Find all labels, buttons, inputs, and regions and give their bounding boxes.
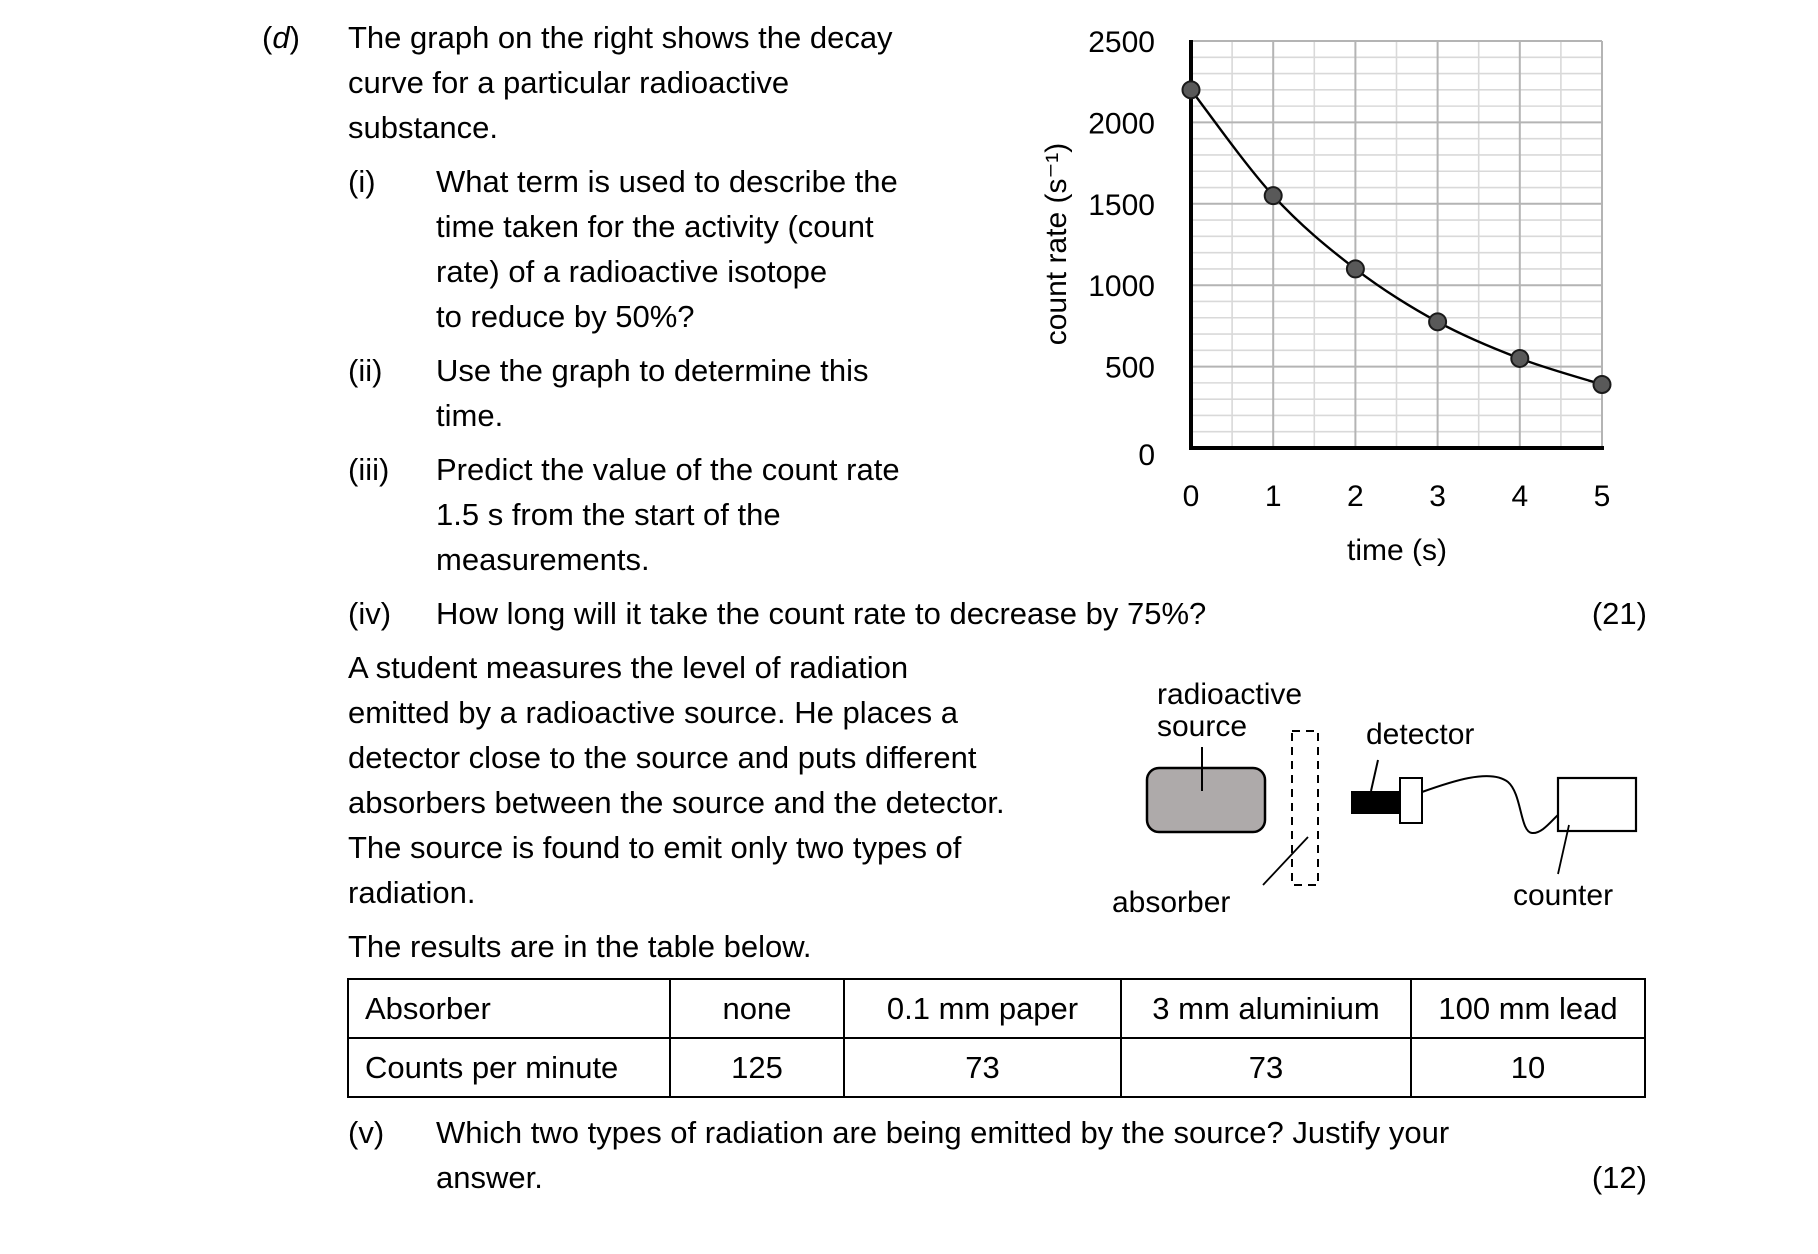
row-header-absorber: Absorber bbox=[348, 979, 670, 1038]
y-axis-label: count rate (s⁻¹) bbox=[1040, 142, 1073, 346]
cable-wire bbox=[1422, 776, 1558, 833]
y-tick-label: 1500 bbox=[1088, 188, 1155, 222]
part-label: (d) bbox=[262, 20, 300, 55]
cell-counts-lead: 10 bbox=[1411, 1038, 1645, 1097]
subq-i-line-1: What term is used to describe the bbox=[436, 164, 898, 199]
data-point-marker bbox=[1429, 313, 1446, 330]
subq-ii-line-2: time. bbox=[436, 398, 504, 433]
cell-absorber-aluminium: 3 mm aluminium bbox=[1121, 979, 1411, 1038]
counter-icon bbox=[1558, 778, 1636, 831]
intro-line-3: substance. bbox=[348, 110, 498, 145]
results-table bbox=[347, 978, 1646, 1098]
data-point-marker bbox=[1511, 350, 1528, 367]
source-label-line2: source bbox=[1157, 710, 1248, 743]
x-tick-label: 3 bbox=[1429, 480, 1446, 513]
cell-absorber-lead: 100 mm lead bbox=[1411, 979, 1645, 1038]
decay-chart bbox=[0, 0, 1818, 600]
x-tick-labels bbox=[1183, 480, 1611, 513]
experiment-line-4: absorbers between the source and the detector. bbox=[348, 785, 1005, 820]
x-tick-label: 4 bbox=[1511, 480, 1529, 513]
x-tick-label: 5 bbox=[1593, 480, 1611, 513]
subq-iv-line-1: How long will it take the count rate to decrease by 75%? bbox=[436, 596, 1207, 631]
subq-i-label: (i) bbox=[348, 164, 376, 199]
experiment-line-5: The source is found to emit only two types of bbox=[348, 830, 962, 865]
subq-ii-line-1: Use the graph to determine this bbox=[436, 353, 869, 388]
row-header-counts: Counts per minute bbox=[348, 1038, 670, 1097]
marks-second: (12) bbox=[1591, 1160, 1647, 1195]
marks-first: (21) bbox=[1591, 596, 1647, 631]
part-letter: d bbox=[272, 20, 290, 55]
subq-i-line-2: time taken for the activity (count bbox=[436, 209, 874, 244]
cell-counts-paper: 73 bbox=[844, 1038, 1121, 1097]
detector-icon bbox=[1351, 791, 1401, 814]
detector-pointer bbox=[1371, 760, 1378, 791]
y-tick-label: 2000 bbox=[1088, 107, 1155, 141]
subq-iii-line-3: measurements. bbox=[436, 542, 650, 577]
data-point-marker bbox=[1265, 187, 1282, 204]
subq-iv-label: (iv) bbox=[348, 596, 392, 631]
radioactive-source-icon bbox=[1147, 768, 1265, 832]
absorber-icon bbox=[1292, 731, 1318, 885]
subq-ii-label: (ii) bbox=[348, 353, 383, 388]
table-row bbox=[348, 979, 1645, 1038]
subq-iii-line-2: 1.5 s from the start of the bbox=[436, 497, 781, 532]
subq-v-line-2: answer. bbox=[436, 1160, 543, 1195]
absorber-pointer bbox=[1263, 837, 1308, 885]
y-tick-label: 1000 bbox=[1088, 270, 1155, 304]
data-point-marker bbox=[1594, 376, 1611, 393]
x-tick-label: 0 bbox=[1182, 480, 1200, 513]
detector-window bbox=[1400, 778, 1422, 823]
source-label-line1: radioactive bbox=[1157, 678, 1303, 711]
data-point-marker bbox=[1347, 260, 1364, 277]
subq-v-line-1: Which two types of radiation are being emitted by the source? Justify your bbox=[436, 1115, 1450, 1150]
subq-v-label: (v) bbox=[348, 1115, 385, 1150]
subq-i-line-3: rate) of a radioactive isotope bbox=[436, 254, 828, 289]
intro-line-1: The graph on the right shows the decay bbox=[348, 20, 893, 55]
x-tick-label: 1 bbox=[1264, 480, 1282, 513]
y-tick-label: 0 bbox=[1138, 439, 1155, 472]
cell-counts-none: 125 bbox=[670, 1038, 844, 1097]
experiment-line-3: detector close to the source and puts different bbox=[348, 740, 977, 775]
y-tick-label: 500 bbox=[1104, 351, 1155, 385]
y-tick-labels bbox=[1088, 26, 1155, 472]
cell-counts-aluminium: 73 bbox=[1121, 1038, 1411, 1097]
results-intro: The results are in the table below. bbox=[348, 929, 812, 964]
subq-iii-line-1: Predict the value of the count rate bbox=[436, 452, 900, 487]
x-tick-label: 2 bbox=[1347, 480, 1364, 513]
x-axis-label: time (s) bbox=[1347, 534, 1447, 567]
counter-label: counter bbox=[1513, 879, 1614, 912]
subq-iii-label: (iii) bbox=[348, 452, 390, 487]
detector-label: detector bbox=[1366, 718, 1475, 751]
cell-absorber-paper: 0.1 mm paper bbox=[844, 979, 1121, 1038]
subq-i-line-4: to reduce by 50%? bbox=[436, 299, 695, 334]
intro-line-2: curve for a particular radioactive bbox=[348, 65, 790, 100]
counter-pointer bbox=[1558, 825, 1569, 874]
experiment-line-6: radiation. bbox=[348, 875, 476, 910]
grid-minor bbox=[1191, 41, 1602, 448]
data-point-marker bbox=[1183, 81, 1200, 98]
experiment-line-1: A student measures the level of radiation bbox=[348, 650, 909, 685]
experiment-line-2: emitted by a radioactive source. He places a bbox=[348, 695, 958, 730]
table-row bbox=[348, 1038, 1645, 1097]
absorber-label: absorber bbox=[1112, 886, 1231, 919]
cell-absorber-none: none bbox=[670, 979, 844, 1038]
y-tick-label: 2500 bbox=[1088, 26, 1155, 59]
